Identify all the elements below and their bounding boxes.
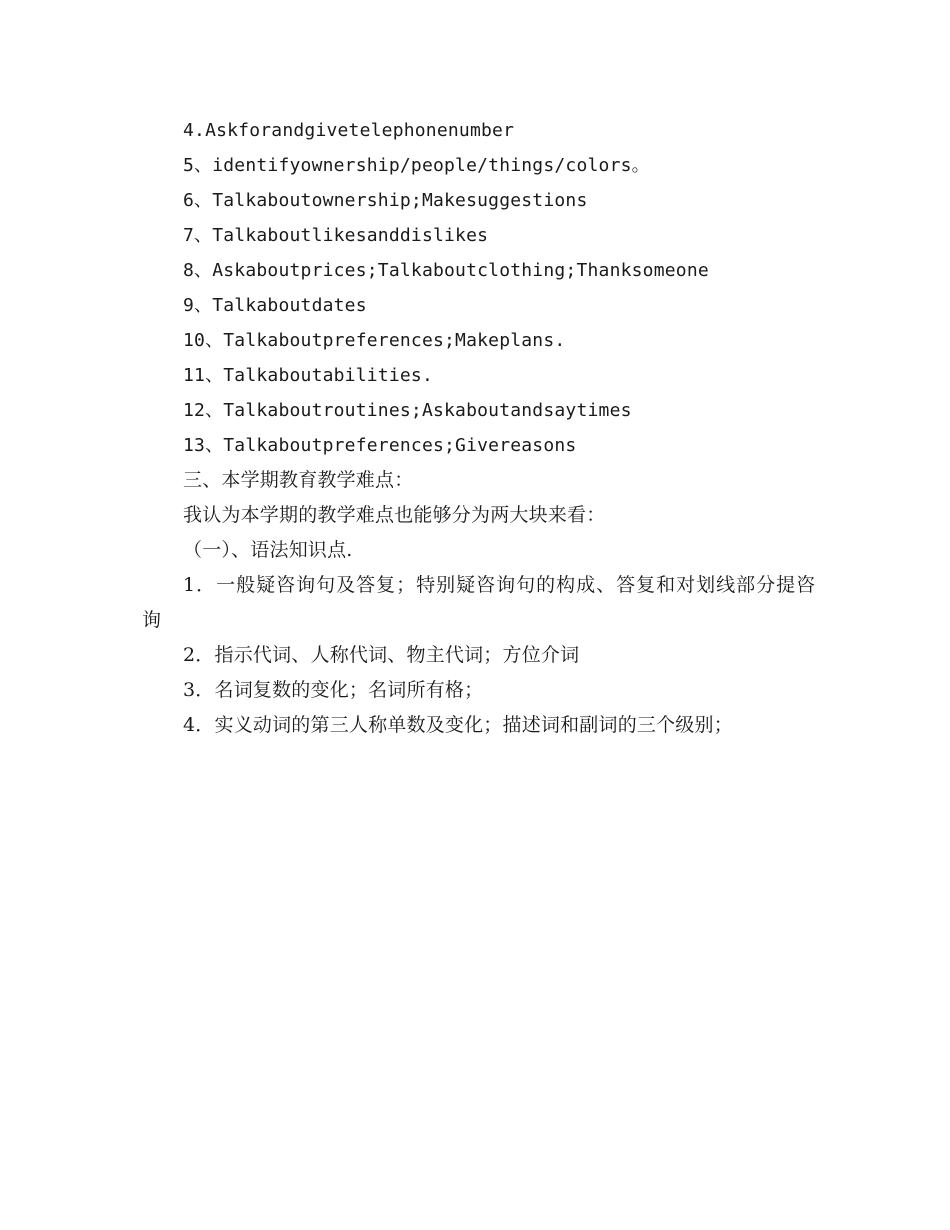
objective-line-5: 5、identifyownership/people/things/colors。 [183,155,650,176]
document-body [142,113,822,743]
grammar-point-3: 3．名词复数的变化；名词所有格； [183,679,484,701]
section-heading-difficulties: 三、本学期教育教学难点： [183,469,414,491]
objective-line-10: 10、Talkaboutpreferences;Makeplans. [183,330,566,351]
objective-line-13: 13、Talkaboutpreferences;Givereasons [183,435,577,456]
objective-line-4: 4.Askforandgivetelephonenumber [183,120,515,141]
objective-line-9: 9、Talkaboutdates [183,295,367,316]
objective-line-7: 7、Talkaboutlikesanddislikes [183,225,489,246]
grammar-point-1: 1．一般疑咨询句及答复；特别疑咨询句的构成、答复和对划线部分提咨询 [142,574,817,631]
subsection-heading-grammar: （一）、语法知识点. [183,539,353,561]
grammar-point-4: 4．实义动词的第三人称单数及变化；描述词和副词的三个级别； [183,714,733,736]
objective-line-6: 6、Talkaboutownership;Makesuggestions [183,190,588,211]
objective-line-12: 12、Talkaboutroutines;Askaboutandsaytimes [183,400,632,421]
objective-line-8: 8、Askaboutprices;Talkaboutclothing;Thanksomeone [183,260,709,281]
objective-line-11: 11、Talkaboutabilities. [183,365,433,386]
grammar-point-2: 2．指示代词、人称代词、物主代词；方位介词 [183,644,580,666]
paragraph-intro: 我认为本学期的教学难点也能够分为两大块来看： [183,504,606,526]
